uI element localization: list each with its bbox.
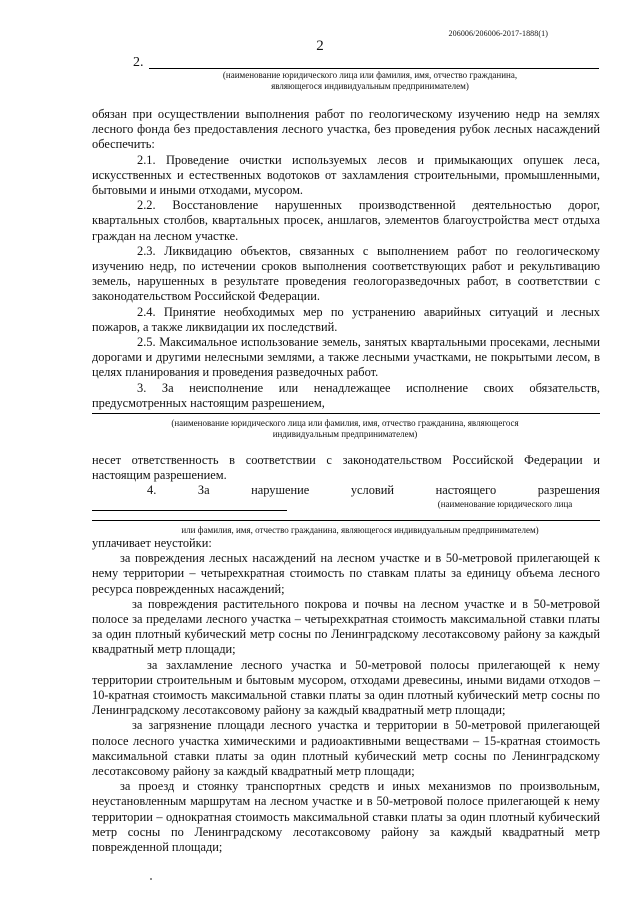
caption-bottom: или фамилия, имя, отчество гражданина, являющегося индивидуальным предпринимателем): [181, 525, 539, 535]
paragraph-3-tail: несет ответственность в соответствии с законодательством Российской Федерации и настоящим разрешением.: [92, 453, 600, 483]
body-block-1: [92, 107, 600, 411]
blank-line-lower: [92, 520, 600, 521]
caption-top-line1: (наименование юридического лица или фамилия, имя, отчество гражданина,: [222, 70, 518, 80]
paragraph-intro: обязан при осуществлении выполнения работ по геологическому изучению недр на землях лесного фонда без предоставления лесного участка, без проведения рубок лесных насаждений обеспечить:: [92, 107, 600, 152]
paragraph-2-5: 2.5. Максимальное использование земель, занятых квартальными просеками, лесными дорогами и другими нелесными землями, а также лесными участками, не покрытыми лесом, в целях планирования и проведения разведочных работ.: [92, 335, 600, 380]
penalty-4: за загрязнение площади лесного участка и территории в 50-метровой прилегающей полосе лесного участка химическими и радиоактивными веществами – 15-кратная стоимость максимальной ставки платы за один плотный кубический метр сосны по Ленинградскому лесотаксовому району за каждый квадратный метр площади;: [92, 718, 600, 779]
penalty-3: за захламление лесного участка и 50-метровой полосы прилегающей к нему территории строительным и бытовым мусором, отходами древесины, иными видами отходов – 10-кратная стоимость максимальной ставки платы за один плотный кубический метр сосны по Ленинградскому лесотаксовому району за каждый квадратный метр площади;: [92, 657, 600, 718]
caption-mid-line2: индивидуальным предпринимателем): [272, 429, 418, 439]
body-block-3: [92, 536, 600, 855]
penalty-2: за повреждения растительного покрова и почвы на лесном участке и в 50-метровой полосе за пределами лесного участка – четырехкратная стоимость максимальной ставки платы за один плотный кубический метр сосны по Ленинградскому лесотаксовому району за каждый квадратный метр площади;: [92, 596, 600, 657]
paragraph-3: 3. За неисполнение или ненадлежащее исполнение своих обязательств, предусмотренных настоящим разрешением,: [92, 380, 600, 410]
blank-line-mid: [92, 413, 600, 414]
caption-top: [150, 70, 590, 92]
scan-speck: [150, 878, 152, 880]
paragraph-4-tail: уплачивает неустойки:: [92, 536, 212, 550]
paragraph-4-text: 4. За нарушение условий настоящего разрешения: [147, 483, 600, 498]
paragraph-2-2: 2.2. Восстановление нарушенных производственной деятельностью дорог, квартальных столбов, квартальных просек, аншлагов, элементов благоустройства мест отдыха граждан на лесном участке.: [92, 198, 600, 243]
caption-top-line2: являющегося индивидуальным предпринимателем): [271, 81, 469, 91]
page-number: 2: [316, 38, 324, 54]
caption-mid-line1: (наименование юридического лица или фамилия, имя, отчество гражданина, являющегося: [171, 418, 519, 428]
paragraph-2-3: 2.3. Ликвидацию объектов, связанных с выполнением работ по геологическому изучению недр, по истечении сроков выполнения соответствующих работ и рекультивацию земель, нарушенных в результате проведения геологоразведочных работ, в соответствии с законодательством Российской Федерации.: [92, 243, 600, 304]
paragraph-2-1: 2.1. Проведение очистки используемых лесов и примыкающих опушек леса, искусственных и естественных водотоков от захламления строительными, промышленными, бытовыми и иными отходами, мусором.: [92, 152, 600, 198]
penalty-1: за повреждения лесных насаждений на лесном участке и в 50-метровой прилегающей к нему территории – четырехкратная стоимость по ставкам платы за единицу объема лесного ресурса поврежденных насаждений;: [92, 551, 600, 596]
paragraph-2-4: 2.4. Принятие необходимых мер по устранению аварийных ситуаций и лесных пожаров, а также ликвидации их последствий.: [92, 304, 600, 334]
document-reference-code: 206006/206006-2017-1888(1): [448, 29, 548, 38]
blank-line-inline: [92, 499, 287, 511]
item-number: 2.: [133, 55, 144, 70]
caption-mid: [110, 418, 580, 440]
penalty-5: за проезд и стоянку транспортных средств и иных механизмов по произвольным, неустановленным маршрутам на лесном участке и в 50-метровой полосе прилегающей к нему территории – однократная стоимость максимальной ставки платы за один плотный кубический метр сосны по Ленинградскому лесотаксовому району за каждый квадратный метр поврежденной площади;: [92, 779, 600, 855]
caption-right: (наименование юридического лица: [437, 499, 573, 509]
blank-line: [149, 68, 599, 69]
